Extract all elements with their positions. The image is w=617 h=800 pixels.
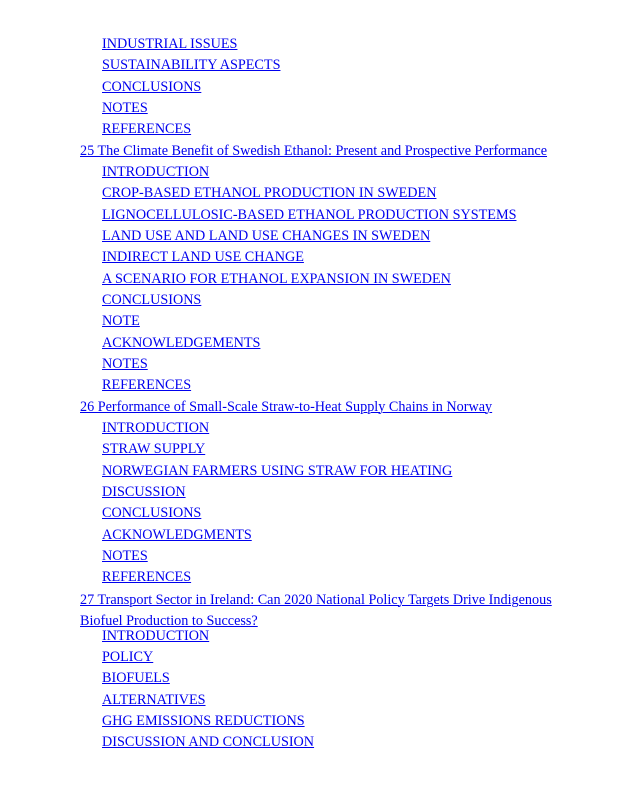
toc-chapter-27-title[interactable]: 27 Transport Sector in Ireland: Can 2020 National Policy Targets Drive Indigenous Biofuel Production to Success? (80, 592, 552, 629)
toc-link-land-use[interactable]: LAND USE AND LAND USE CHANGES IN SWEDEN (102, 228, 431, 244)
toc-link-alternatives[interactable]: ALTERNATIVES (102, 692, 206, 708)
toc-link-lignocellulosic[interactable]: LIGNOCELLULOSIC-BASED ETHANOL PRODUCTION SYSTEMS (102, 207, 517, 223)
toc-link-industrial-issues[interactable]: INDUSTRIAL ISSUES (102, 36, 238, 52)
toc-link-notes[interactable]: NOTES (102, 548, 148, 564)
toc-link-sustainability-aspects[interactable]: SUSTAINABILITY ASPECTS (102, 57, 281, 73)
toc-link-introduction[interactable]: INTRODUCTION (102, 420, 210, 436)
toc-link-norwegian-farmers[interactable]: NORWEGIAN FARMERS USING STRAW FOR HEATING (102, 463, 453, 479)
toc-link-notes[interactable]: NOTES (102, 356, 148, 372)
toc-link-scenario[interactable]: A SCENARIO FOR ETHANOL EXPANSION IN SWEDEN (102, 271, 451, 287)
toc-chapter-26-title[interactable]: 26 Performance of Small-Scale Straw-to-Heat Supply Chains in Norway (80, 399, 493, 415)
toc-link-crop-based-ethanol[interactable]: CROP-BASED ETHANOL PRODUCTION IN SWEDEN (102, 185, 437, 201)
toc-link-note[interactable]: NOTE (102, 313, 140, 329)
toc-link-discussion[interactable]: DISCUSSION (102, 484, 186, 500)
toc-link-conclusions[interactable]: CONCLUSIONS (102, 292, 202, 308)
toc-link-conclusions[interactable]: CONCLUSIONS (102, 79, 202, 95)
toc-link-introduction[interactable]: INTRODUCTION (102, 164, 210, 180)
toc-link-discussion-and-conclusion[interactable]: DISCUSSION AND CONCLUSION (102, 734, 315, 750)
toc-link-straw-supply[interactable]: STRAW SUPPLY (102, 441, 206, 457)
toc-link-biofuels[interactable]: BIOFUELS (102, 670, 170, 686)
toc-link-ghg-emissions[interactable]: GHG EMISSIONS REDUCTIONS (102, 713, 305, 729)
toc-chapter-25-title[interactable]: 25 The Climate Benefit of Swedish Ethanol: Present and Prospective Performance (80, 143, 548, 159)
toc-link-introduction[interactable]: INTRODUCTION (102, 628, 210, 644)
toc-link-references[interactable]: REFERENCES (102, 121, 192, 137)
toc-link-policy[interactable]: POLICY (102, 649, 154, 665)
toc-link-indirect-land-use[interactable]: INDIRECT LAND USE CHANGE (102, 249, 304, 265)
toc-link-references[interactable]: REFERENCES (102, 377, 192, 393)
toc-link-acknowledgments[interactable]: ACKNOWLEDGMENTS (102, 527, 252, 543)
toc-link-references[interactable]: REFERENCES (102, 569, 192, 585)
toc-link-acknowledgements[interactable]: ACKNOWLEDGEMENTS (102, 335, 261, 351)
toc-link-conclusions[interactable]: CONCLUSIONS (102, 505, 202, 521)
toc-link-notes[interactable]: NOTES (102, 100, 148, 116)
